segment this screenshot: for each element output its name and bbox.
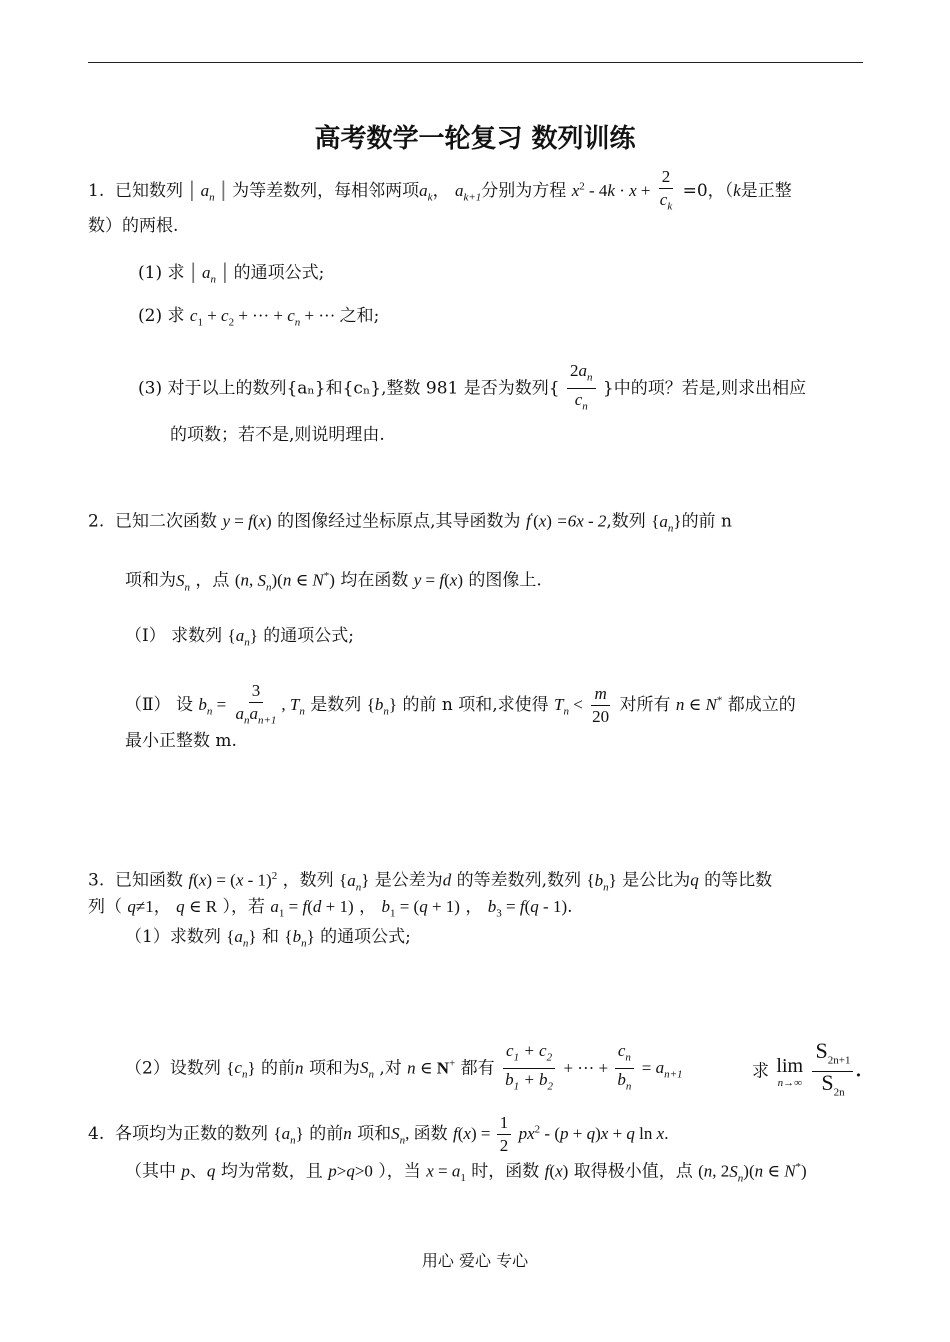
problem-1-line-1: 1. 已知数列 | $a_n$ | 为等差数列，每相邻两项$a_k$， $a_{k+1}$分别为方程 $x^2 - 4k \cdot x$ + $\frac{2}{c_k}$ =0，（k是正整 xyxy=(88,167,792,213)
problem-3-limit: 求 lim n→∞ $\frac{S_{2n+1}}{S_{2n}}$ . xyxy=(752,1038,862,1099)
problem-2-part-2: （Ⅱ） 设 $b_n$ = $\frac{3}{a_na_{n+1}}$ , $T_n$ 是数列 $\{b_n\}$ 的前 n 项和,求使得 $T_n$ < $\frac{m}{20}$ 对所有 n ∈ N* 都成立的 xyxy=(125,681,796,727)
problem-1-part-1: (1) 求 | $a_n$ | 的通项公式; xyxy=(138,259,325,286)
problem-1-part-2: (2) 求 $c_1 + c_2$ + ··· + $c_n$ + ··· 之和; xyxy=(138,306,380,329)
problem-2-part-2-cont: 最小正整数 m. xyxy=(125,731,237,751)
problem-number: 1. xyxy=(88,181,105,202)
problem-3-part-1: （1）求数列 $\{a_n\}$ 和 $\{b_n\}$ 的通项公式; xyxy=(125,927,411,950)
problem-2-part-1: （Ⅰ） 求数列 $\{a_n\}$ 的通项公式; xyxy=(125,626,355,649)
problem-number: 2. xyxy=(88,511,105,532)
problem-3-line-2: 列（ q≠1， q ∈ R ），若 $a_1 = f(d + 1)$ ， $b_1 = (q + 1)$ ， $b_3 = f(q - 1)$. xyxy=(88,897,573,920)
problem-4-line-2: （其中 p、q 均为常数，且 p>q>0 ），当 $x = a_1$ 时，函数 f(x) 取得极小值，点 (n, $2S_n)(n$ ∈ N*) xyxy=(125,1161,807,1185)
problem-1-part-3: (3) 对于以上的数列{aₙ}和{cₙ},整数 981 是否为数列{ $\frac{2a_n}{c_n}$ }中的项？若是,则求出相应 xyxy=(138,361,807,413)
header-rule xyxy=(88,62,863,63)
problem-1-part-3-cont: 的项数；若不是,则说明理由. xyxy=(170,425,385,445)
page-footer: 用心 爱心 专心 xyxy=(421,1251,529,1270)
problem-number: 3. xyxy=(88,870,105,891)
problem-4-line-1: 4. 各项均为正数的数列 $\{a_n\}$ 的前n 项和$S_n$, 函数 f(x) = $\frac{1}{2}$ $px^2 - (p + q)x + q$ ln x. xyxy=(88,1113,669,1155)
page-title: 高考数学一轮复习 数列训练 xyxy=(314,124,636,154)
problem-2-line-2: 项和为$S_n$ ，点 (n, $S_n)(n$ ∈ N*) 均在函数 y = f(x) 的图像上. xyxy=(125,570,542,594)
problem-1-line-2: 数）的两根. xyxy=(88,216,179,236)
problem-3-part-2: （2）设数列 $\{c_n\}$ 的前n 项和为$S_n$ ,对 n ∈ N+ 都有 $\frac{c_1 + c_2}{b_1 + b_2}$ + ··· + $\frac{c_n}{b_n}$ = $a_{n+1}$ xyxy=(125,1041,683,1093)
problem-number: 4. xyxy=(88,1124,105,1144)
problem-2-line-1: 2. 已知二次函数 y = f(x) 的图像经过坐标原点,其导函数为 f′(x) =6x - 2,数列 $\{a_n\}$的前 n xyxy=(88,511,732,535)
problem-3-line-1: 3. 已知函数 f(x) = (x - 1)$^2$ ，数列 $\{a_n\}$ 是公差为d 的等差数列,数列 $\{b_n\}$ 是公比为q 的等比数 xyxy=(88,870,773,894)
